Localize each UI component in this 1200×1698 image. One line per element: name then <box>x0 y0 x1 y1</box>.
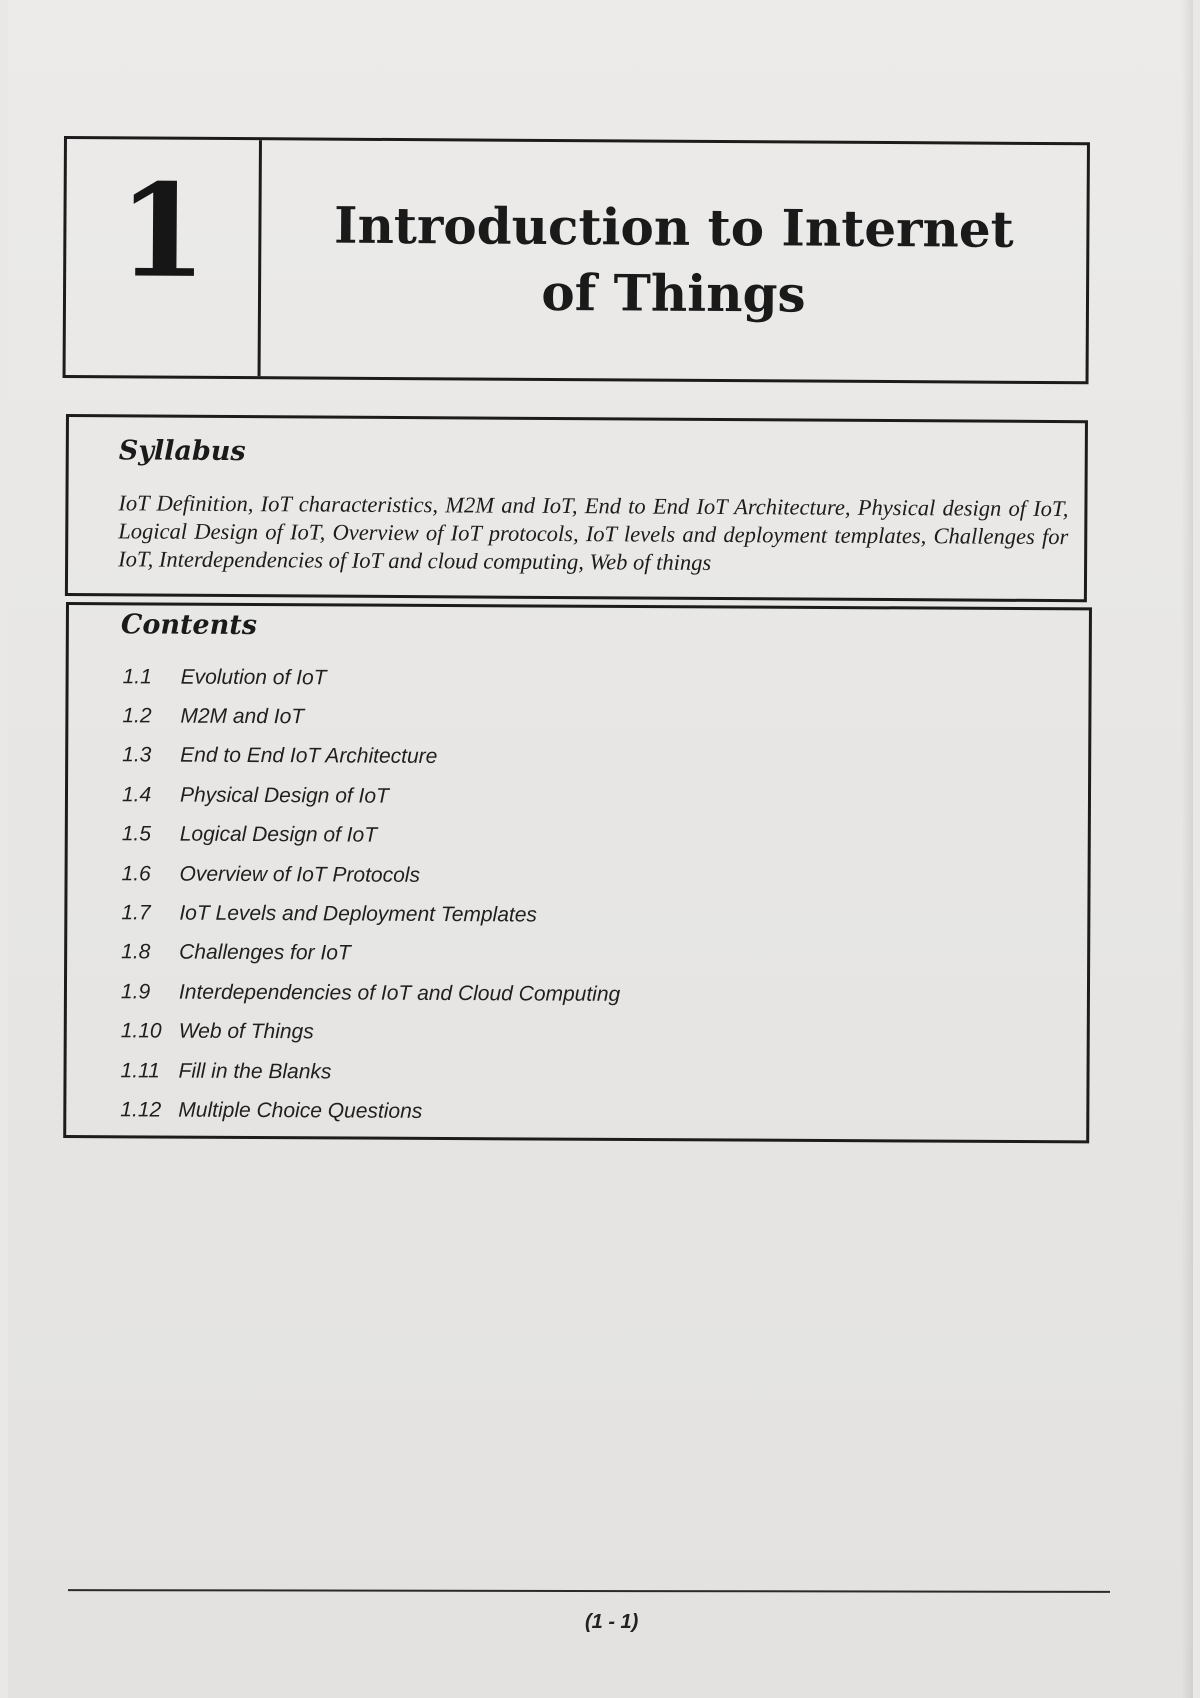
contents-heading: Contents <box>120 609 258 642</box>
contents-item-label: Physical Design of IoT <box>179 783 389 808</box>
contents-item-label: Evolution of IoT <box>180 665 327 690</box>
contents-item-label: IoT Levels and Deployment Templates <box>179 901 538 927</box>
contents-item-number: 1.10 <box>120 1019 162 1043</box>
chapter-header-box <box>63 136 1090 384</box>
contents-item <box>121 972 620 1014</box>
contents-item-number: 1.6 <box>121 861 151 886</box>
contents-item <box>121 894 620 936</box>
contents-item-number: 1.12 <box>120 1098 162 1122</box>
contents-item <box>120 1091 619 1133</box>
contents-item-label: M2M and IoT <box>180 704 305 729</box>
contents-item-number: 1.2 <box>122 704 152 728</box>
contents-item <box>122 775 621 817</box>
document-page <box>8 0 1193 1698</box>
contents-item <box>121 933 620 975</box>
contents-item-label: Fill in the Blanks <box>178 1059 332 1083</box>
contents-item-label: Logical Design of IoT <box>179 822 378 847</box>
page-edge-shadow <box>1181 0 1193 1698</box>
contents-item-label: Overview of IoT Protocols <box>179 862 421 887</box>
contents-item <box>122 736 621 778</box>
contents-list <box>120 657 622 1132</box>
chapter-title-line-1: Introduction to Internet <box>333 195 1014 259</box>
contents-item-number: 1.8 <box>121 940 151 964</box>
contents-item-number: 1.7 <box>121 901 151 925</box>
contents-item-label: End to End IoT Architecture <box>180 744 438 769</box>
chapter-title-line-2: of Things <box>541 262 806 324</box>
contents-item <box>123 657 622 699</box>
footer-rule <box>68 1589 1110 1593</box>
contents-box <box>63 602 1092 1143</box>
contents-item <box>120 1051 619 1093</box>
syllabus-text: IoT Definition, IoT characteristics, M2M and IoT, End to End IoT Architecture, Physical design of IoT, Logical Design of IoT, Overview of IoT protocols, IoT levels and deployment templates, Challenges for IoT, Interdependencies of IoT and cloud computing, Web of things <box>118 490 1069 575</box>
page-number: (1 - 1) <box>585 1611 639 1633</box>
contents-item-number: 1.4 <box>121 783 152 807</box>
contents-item-number: 1.5 <box>121 822 152 846</box>
contents-item-label: Interdependencies of IoT and Cloud Computing <box>178 980 621 1006</box>
syllabus-box <box>65 414 1088 602</box>
contents-item-number: 1.1 <box>122 664 152 689</box>
contents-item-number: 1.11 <box>120 1058 160 1083</box>
contents-item <box>122 697 621 739</box>
contents-item <box>122 815 621 857</box>
chapter-number: 1 <box>117 156 208 307</box>
contents-item <box>121 854 620 896</box>
contents-item <box>121 1012 620 1054</box>
contents-item-label: Challenges for IoT <box>179 941 351 965</box>
syllabus-heading: Syllabus <box>118 435 246 468</box>
contents-item-label: Multiple Choice Questions <box>178 1098 423 1123</box>
chapter-title <box>261 192 1087 329</box>
contents-item-number: 1.3 <box>122 743 152 767</box>
contents-item-number: 1.9 <box>120 980 151 1004</box>
contents-item-label: Web of Things <box>178 1019 314 1044</box>
